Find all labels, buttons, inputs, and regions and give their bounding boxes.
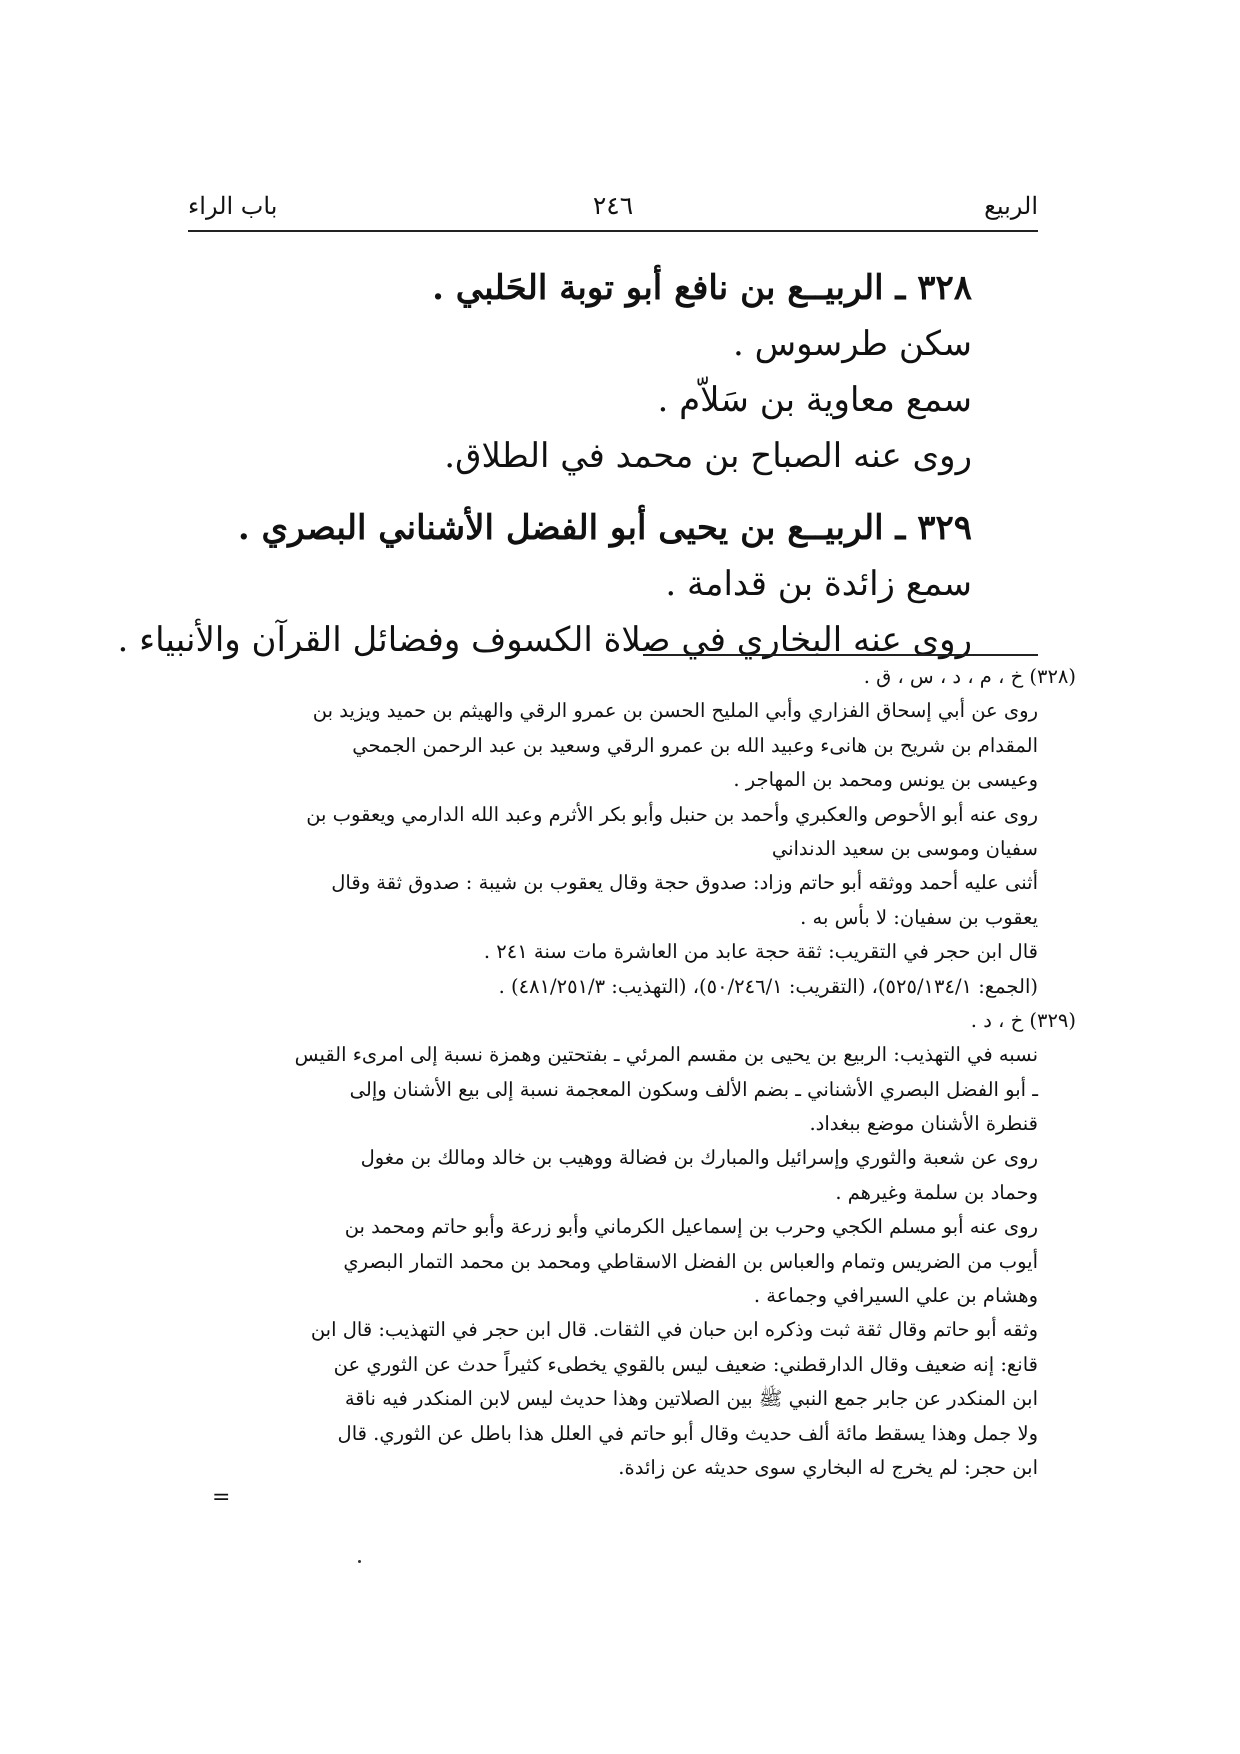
- entry-line: روى عنه الصباح بن محمد في الطلاق.: [444, 436, 972, 476]
- footnotes: [198, 660, 1076, 1485]
- footnote-line: أيوب من الضريس وتمام والعباس بن الفضل الاسقاطي ومحمد بن محمد التمار البصري: [343, 1249, 1038, 1273]
- footnote-line: ولا جمل وهذا يسقط مائة ألف حديث وقال أبو حاتم في العلل هذا باطل عن الثوري. قال: [337, 1421, 1038, 1445]
- running-header: [188, 188, 1038, 228]
- footnote-line: نسبه في التهذيب: الربيع بن يحيى بن مقسم المرئي ـ بفتحتين وهمزة نسبة إلى امرىء القيس: [294, 1043, 1038, 1067]
- footnote-line: روى عن أبي إسحاق الفزاري وأبي المليح الحسن بن عمرو الرقي والهيثم بن حميد ويزيد بن: [312, 699, 1038, 723]
- footnote-line: وعيسى بن يونس ومحمد بن المهاجر .: [733, 768, 1038, 792]
- footnote-328: [198, 660, 1076, 1004]
- footnote-line: ابن حجر: لم يخرج له البخاري سوى حديثه عن زائدة.: [618, 1455, 1038, 1479]
- footnote-line: المقدام بن شريح بن هانىء وعبيد الله بن عمرو الرقي وسعيد بن عبد الرحمن الجمحي: [352, 733, 1038, 757]
- footnote-line: قال ابن حجر في التقريب: ثقة حجة عابد من العاشرة مات سنة ٢٤١ .: [483, 940, 1038, 964]
- entry-line: روى عنه البخاري في صلاة الكسوف وفضائل القرآن والأنبياء .: [117, 620, 972, 660]
- entry-line: سكن طرسوس .: [733, 324, 972, 364]
- footnote-line: روى عنه أبو الأحوص والعكبري وأحمد بن حنبل وأبو بكر الأثرم وعبد الله الدارمي ويعقوب بن: [306, 802, 1038, 826]
- header-chapter-title: باب الراء: [188, 192, 278, 220]
- footnote-line: يعقوب بن سفيان: لا بأس به .: [800, 905, 1038, 929]
- footnote-number-line: (٣٢٨) خ ، م ، د ، س ، ق .: [863, 665, 1076, 688]
- entry-line: سمع زائدة بن قدامة .: [665, 564, 972, 604]
- footnote-line: روى عنه أبو مسلم الكجي وحرب بن إسماعيل الكرماني وأبو زرعة وأبو حاتم ومحمد بن: [344, 1215, 1038, 1239]
- entry-329: [117, 500, 972, 668]
- footnote-number-line: (٣٢٩) خ ، د .: [970, 1008, 1076, 1032]
- main-text: [117, 260, 972, 668]
- footnote-line: ـ أبو الفضل البصري الأشناني ـ بضم الألف وسكون المعجمة نسبة إلى بيع الأشنان وإلى: [349, 1077, 1038, 1101]
- entry-heading: ٣٢٩ ـ الربيــع بن يحيى أبو الفضل الأشناني البصري .: [237, 508, 972, 548]
- entry-gap: [192, 484, 972, 500]
- header-divider: [188, 230, 1038, 232]
- entry-heading: ٣٢٨ ـ الربيــع بن نافع أبو توبة الحَلبي .: [432, 268, 972, 308]
- footnote-line: روى عن شعبة والثوري وإسرائيل والمبارك بن فضالة ووهيب بن خالد ومالك بن مغول: [360, 1146, 1038, 1170]
- footnote-line: قانع: إنه ضعيف وقال الدارقطني: ضعيف ليس بالقوي يخطىء كثيراً حدث عن الثوري عن: [333, 1352, 1038, 1376]
- footnote-line: وحماد بن سلمة وغيرهم .: [835, 1180, 1038, 1204]
- footnote-line: قنطرة الأشنان موضع ببغداد.: [809, 1112, 1038, 1136]
- footnote-329: [198, 1004, 1076, 1485]
- footnote-line: وهشام بن علي السيرافي وجماعة .: [753, 1284, 1038, 1308]
- entry-328: [192, 260, 972, 484]
- header-entry-name: الربيع: [984, 192, 1038, 220]
- page-number: ٢٤٦: [592, 191, 634, 220]
- footnote-line: وثقه أبو حاتم وقال ثقة ثبت وذكره ابن حبان في الثقات. قال ابن حجر في التهذيب: قال ابن: [310, 1318, 1038, 1342]
- page-speck: [358, 1560, 361, 1563]
- footnote-line: سفيان وموسى بن سعيد الدنداني: [771, 836, 1038, 860]
- footnote-divider: [643, 654, 1038, 656]
- footnote-line: (الجمع: ٥٢٥/١٣٤/١)، (التقريب: ٥٠/٢٤٦/١)، (التهذيب: ٤٨١/٢٥١/٣) .: [498, 974, 1038, 998]
- footnote-line: أثنى عليه أحمد ووثقه أبو حاتم وزاد: صدوق حجة وقال يعقوب بن شيبة : صدوق ثقة وقال: [331, 871, 1038, 895]
- footnote-line: ابن المنكدر عن جابر جمع النبي ﷺ بين الصلاتين وهذا حديث ليس لابن المنكدر فيه ناقة: [344, 1387, 1038, 1411]
- continuation-mark: =: [212, 1485, 231, 1510]
- entry-line: سمع معاوية بن سَلاّم .: [657, 380, 972, 420]
